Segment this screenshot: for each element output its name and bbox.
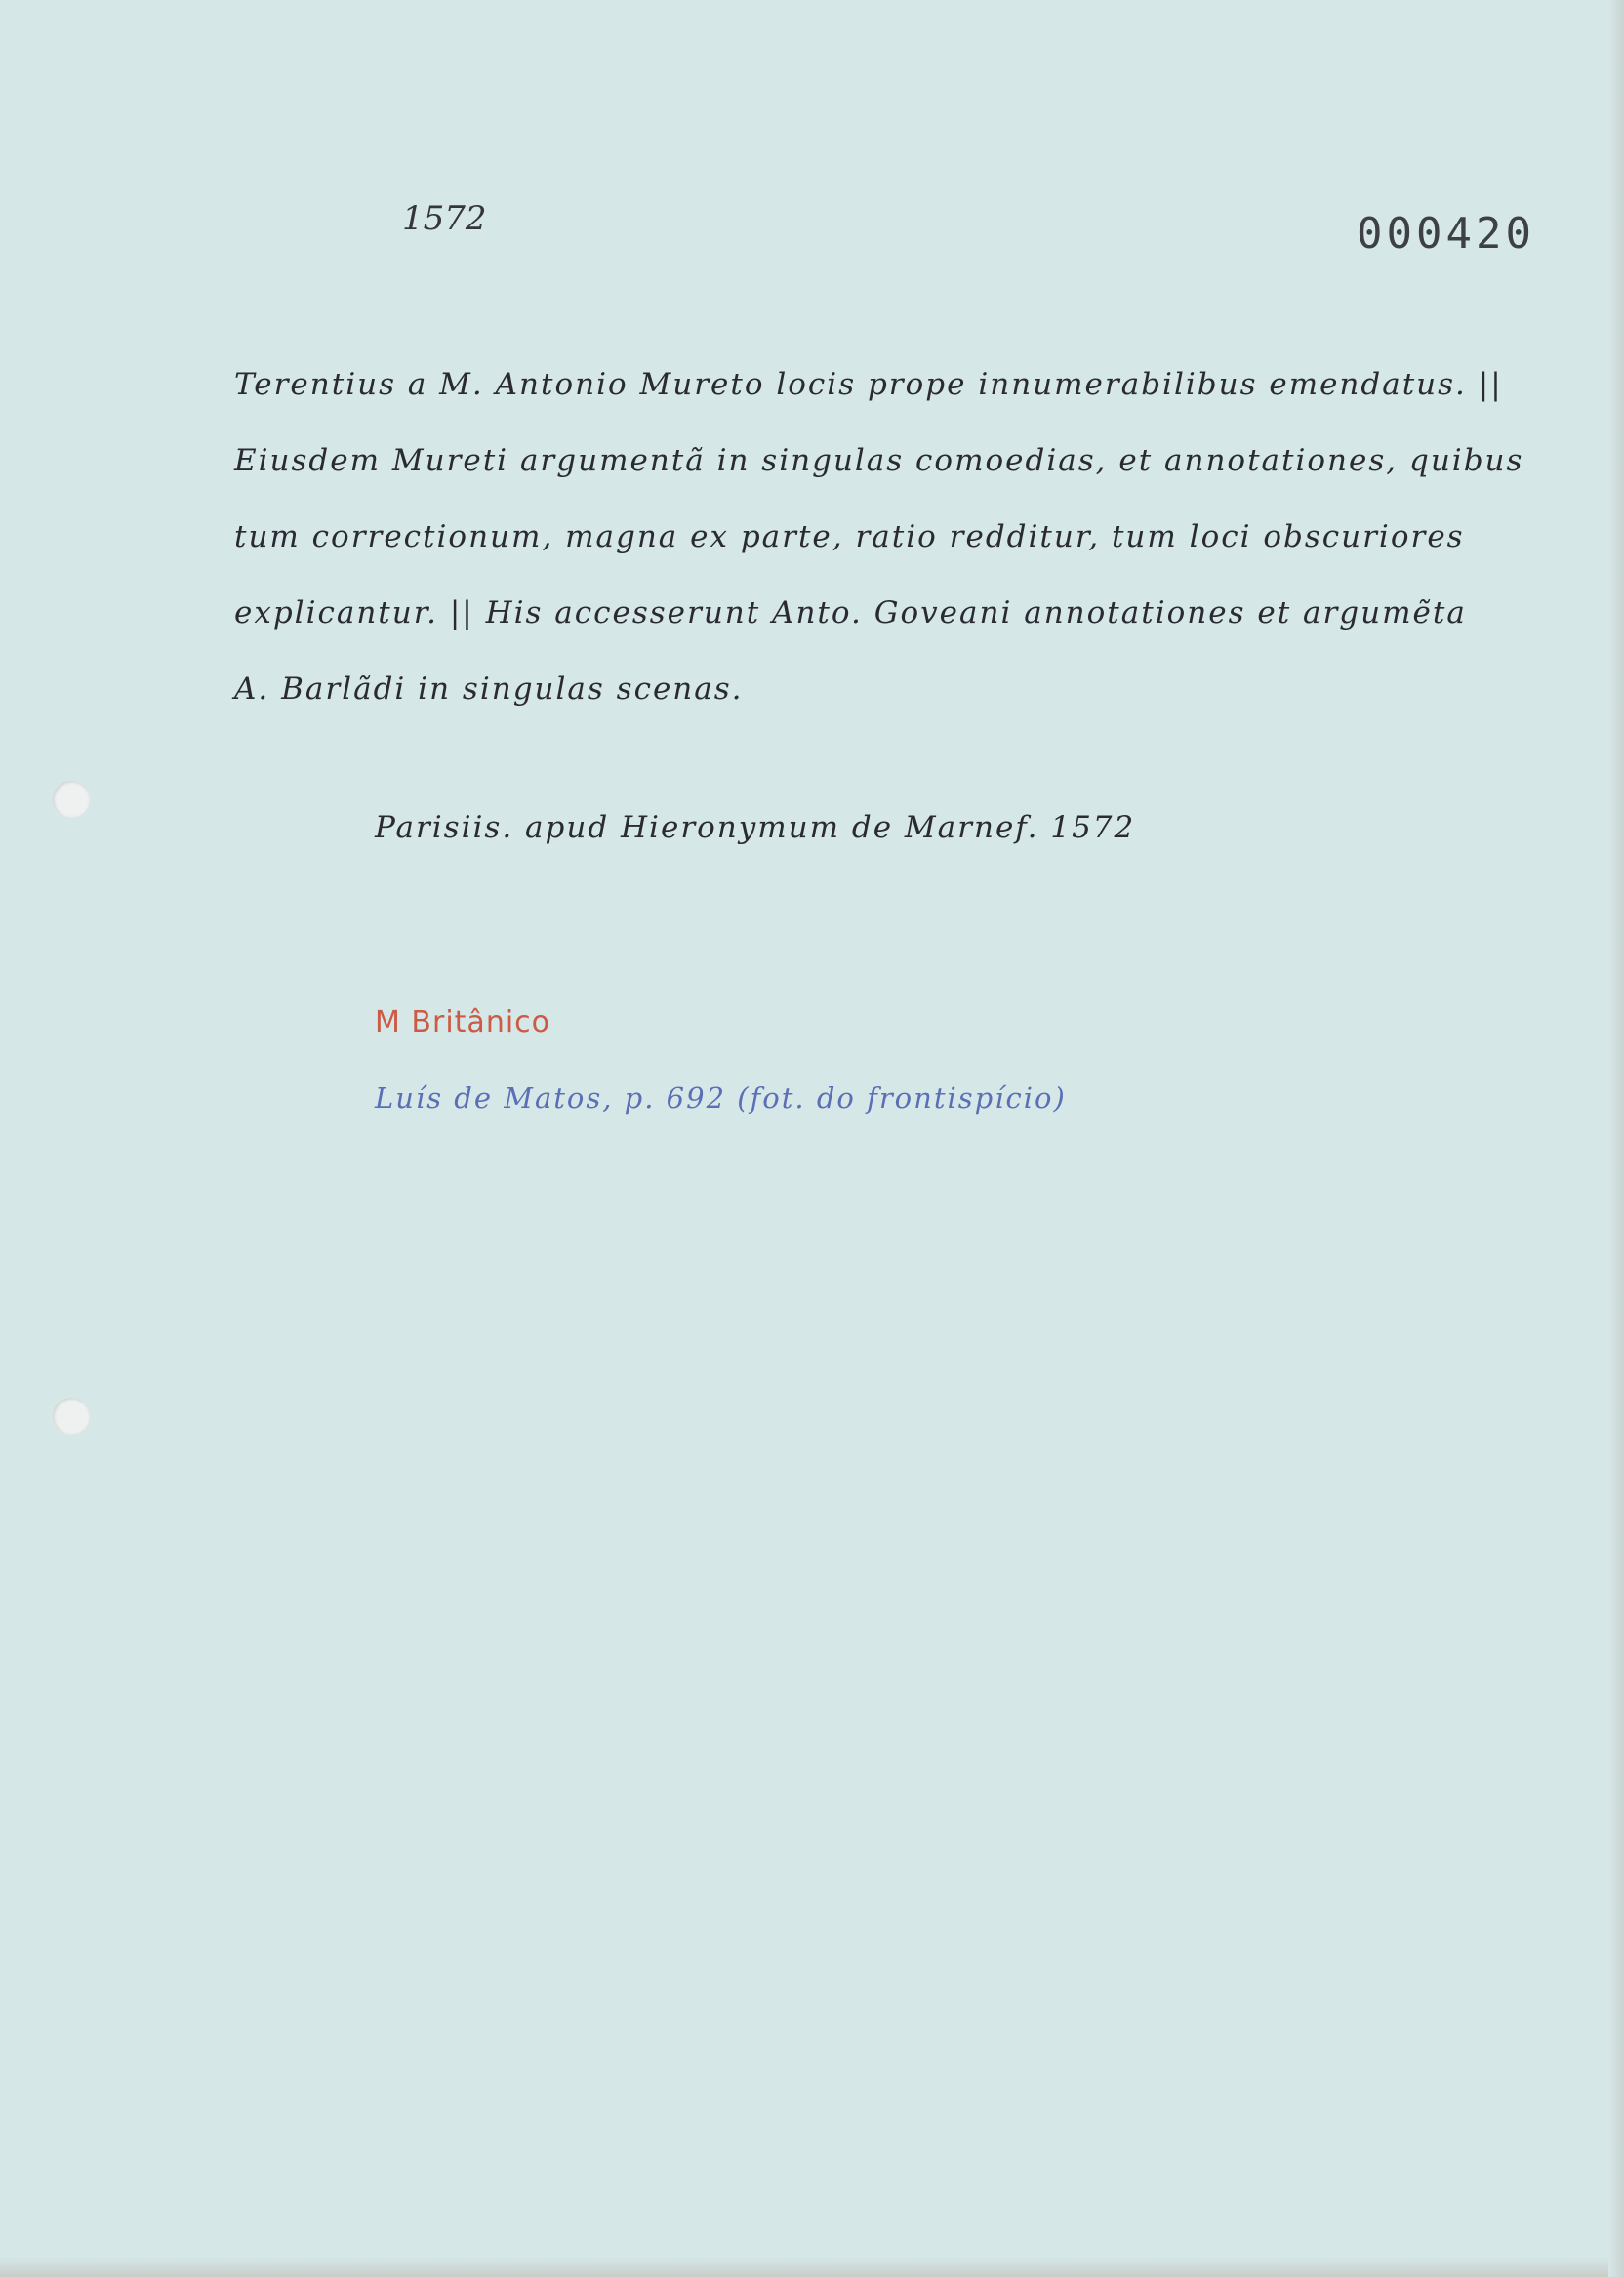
title-line: tum correctionum, magna ex parte, ratio redditur, tum loci obscuriores: [234, 519, 1465, 554]
paper-edge: [0, 2257, 1624, 2277]
title-line: Eiusdem Mureti argumentã in singulas comoedias, et annotationes, quibus: [234, 443, 1524, 478]
title-line: A. Barlãdi in singulas scenas.: [234, 671, 744, 707]
year-note: 1572: [402, 199, 487, 238]
bibliographic-reference: Luís de Matos, p. 692 (fot. do frontispício): [375, 1081, 1067, 1115]
holding-location: M Britânico: [375, 1005, 551, 1039]
title-description: [234, 346, 1524, 727]
catalog-number: 000420: [1357, 209, 1535, 259]
punch-hole: [53, 1398, 90, 1435]
punch-hole: [53, 781, 90, 818]
title-line: Terentius a M. Antonio Mureto locis prope innumerabilibus emendatus. ||: [234, 367, 1503, 402]
title-line: explicantur. || His accesserunt Anto. Goveani annotationes et argumẽta: [234, 595, 1467, 630]
imprint: Parisiis. apud Hieronymum de Marnef. 1572: [375, 810, 1136, 845]
